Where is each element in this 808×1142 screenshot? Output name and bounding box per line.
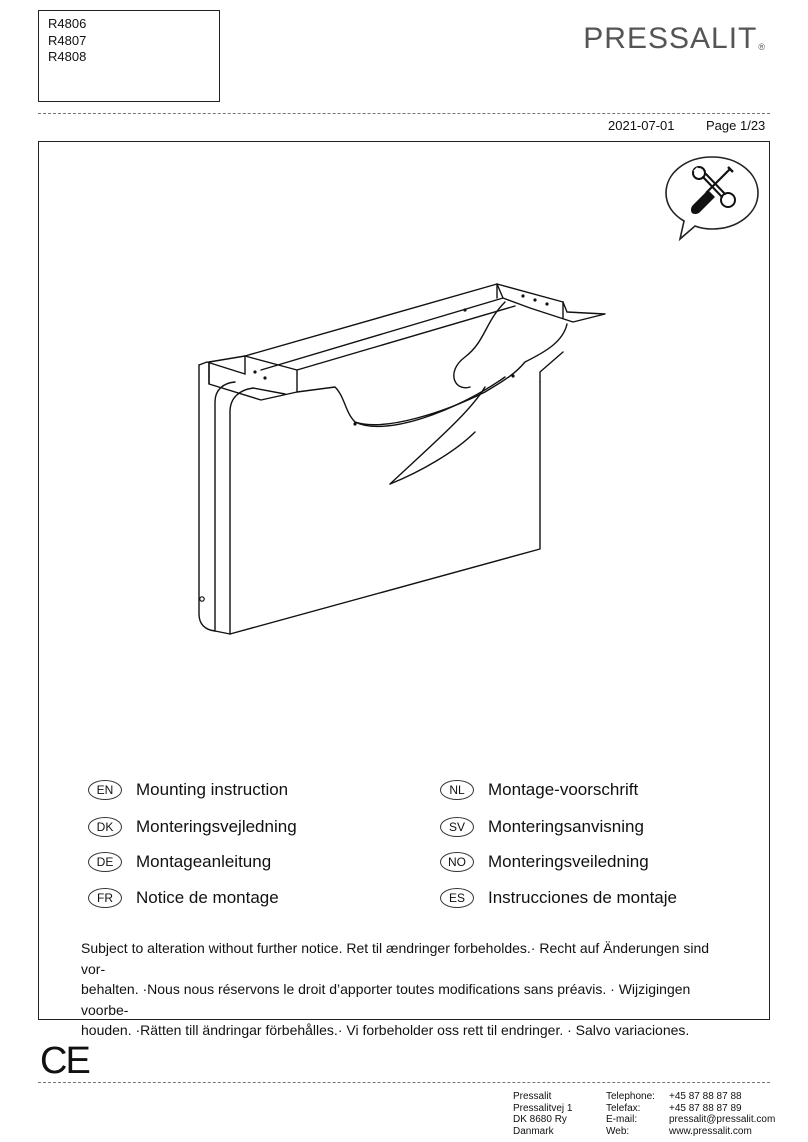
contact-label: E-mail: bbox=[606, 1114, 638, 1125]
alteration-disclaimer bbox=[81, 938, 729, 1041]
footer-divider bbox=[38, 1082, 770, 1083]
model-number: R4807 bbox=[48, 32, 87, 48]
disclaimer-line: Subject to alteration without further notice. Ret til ændringer forbeholdes.· Recht auf Änderungen sind vor- bbox=[81, 940, 710, 977]
address-line: Danmark bbox=[513, 1125, 554, 1137]
website-url: www.pressalit.com bbox=[669, 1125, 752, 1137]
language-code-badge: SV bbox=[440, 817, 474, 837]
language-title: Mounting instruction bbox=[136, 780, 289, 799]
brand-name: PRESSALIT bbox=[583, 22, 758, 55]
language-code-badge: EN bbox=[88, 780, 122, 800]
contact-values bbox=[669, 1091, 775, 1137]
document-date: 2021-07-01 bbox=[608, 118, 675, 133]
header-divider bbox=[38, 113, 770, 114]
language-code-badge: FR bbox=[88, 888, 122, 908]
language-title: Instrucciones de montaje bbox=[488, 888, 677, 907]
disclaimer-line: houden. ·Rätten till ändringar förbehålles.· Vi forbeholder oss rett til endringer. · Salvo variaciones. bbox=[81, 1022, 690, 1038]
address-line: Pressalitvej 1 bbox=[513, 1102, 573, 1114]
contact-labels bbox=[606, 1091, 655, 1137]
language-title: Monteringsanvisning bbox=[488, 817, 644, 836]
language-row-fr bbox=[88, 888, 279, 908]
language-title: Monteringsveiledning bbox=[488, 852, 649, 871]
language-code-badge: DK bbox=[88, 817, 122, 837]
contact-label: Web: bbox=[606, 1125, 630, 1137]
language-title: Montage-voorschrift bbox=[488, 780, 639, 799]
ce-mark-icon: CE bbox=[40, 1040, 89, 1082]
email-address: pressalit@pressalit.com bbox=[669, 1114, 776, 1125]
company-address bbox=[513, 1091, 572, 1137]
address-line: DK 8680 Ry bbox=[513, 1114, 567, 1125]
model-number: R4808 bbox=[48, 49, 87, 64]
language-title: Montageanleitung bbox=[136, 852, 272, 871]
telefax-number: +45 87 88 87 89 bbox=[669, 1102, 742, 1114]
disclaimer-line: behalten. ·Nous nous réservons le droit d’apporter toutes modifications sans préavis. · Wijzigingen voorbe- bbox=[81, 981, 691, 1018]
language-row-de bbox=[88, 852, 271, 872]
language-code-badge: NL bbox=[440, 780, 474, 800]
screwdriver-wrench-icon bbox=[662, 153, 762, 243]
language-code-badge: DE bbox=[88, 852, 122, 872]
language-title: Notice de montage bbox=[136, 888, 279, 907]
language-row-en bbox=[88, 780, 288, 800]
language-code-badge: NO bbox=[440, 852, 474, 872]
contact-label: Telefax: bbox=[606, 1102, 641, 1114]
product-illustration bbox=[185, 262, 620, 652]
registered-mark: ® bbox=[758, 42, 766, 52]
address-line: Pressalit bbox=[513, 1091, 552, 1102]
language-row-no bbox=[440, 852, 649, 872]
page-number: Page 1/23 bbox=[706, 118, 766, 133]
model-number: R4806 bbox=[48, 16, 87, 31]
language-row-nl bbox=[440, 780, 638, 800]
language-row-dk bbox=[88, 817, 297, 837]
language-title: Monteringsvejledning bbox=[136, 817, 297, 836]
language-row-sv bbox=[440, 817, 644, 837]
telephone-number: +45 87 88 87 88 bbox=[669, 1091, 742, 1102]
language-row-es bbox=[440, 888, 677, 908]
contact-label: Telephone: bbox=[606, 1091, 655, 1102]
language-code-badge: ES bbox=[440, 888, 474, 908]
model-number-list bbox=[48, 16, 86, 66]
brand-logo bbox=[583, 22, 766, 56]
